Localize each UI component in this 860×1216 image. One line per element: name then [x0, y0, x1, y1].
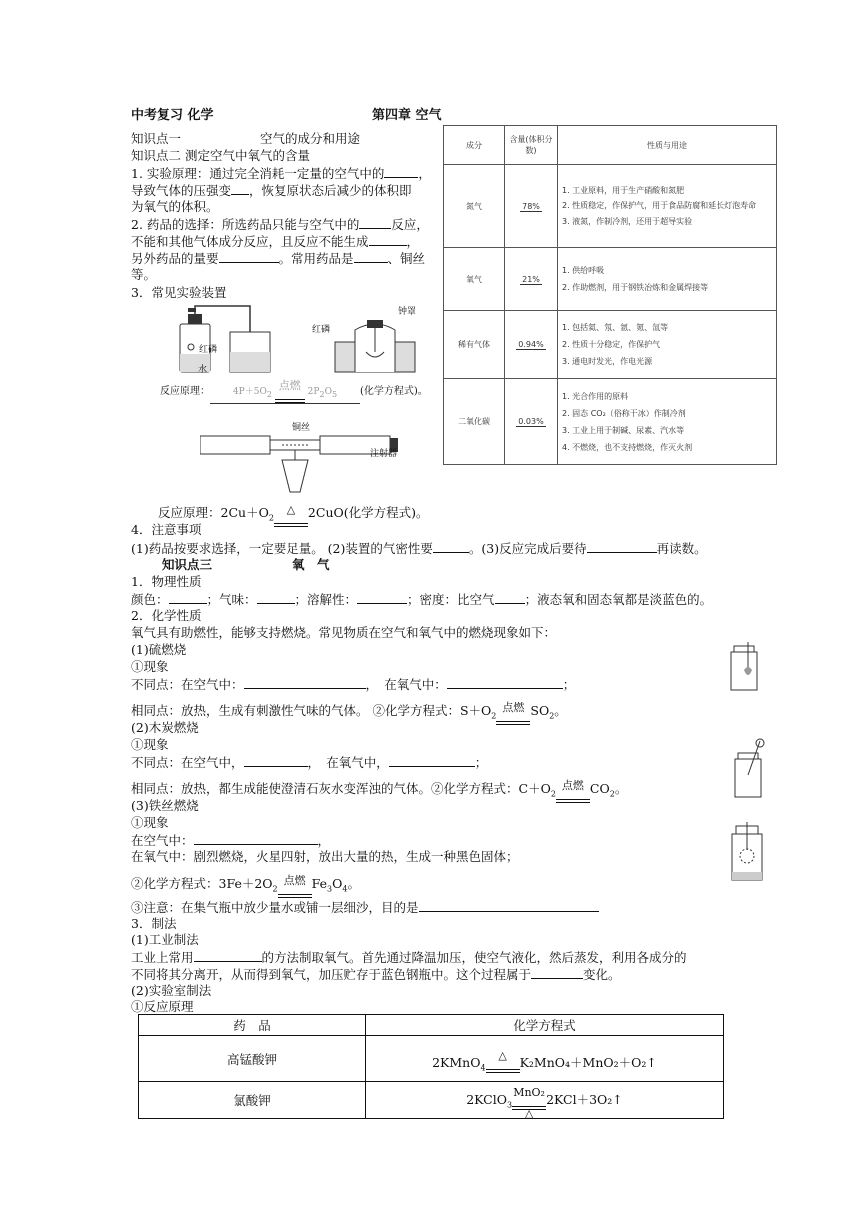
iron-bottle-icon — [728, 820, 768, 882]
reaction1-line: 反应原理： $4P+5O_2$ 点燃 $2P_2O_5$ (化学方程式)。 — [160, 384, 428, 404]
blank[interactable] — [587, 540, 657, 553]
lab-principle: ①反应原理 — [131, 999, 194, 1014]
k2-p1-line2: 导致气体的压强变 ，恢复原状态后减少的体积即 — [131, 183, 412, 198]
lab-title: (2)实验室制法 — [131, 983, 212, 998]
use-item: 1. 工业原料，用于生产硝酸和氮肥 — [562, 186, 685, 195]
k3-title: 知识点三 — [162, 557, 213, 572]
label-copper-wire: 铜丝 — [292, 423, 311, 433]
gas-pct: 78% — [522, 201, 540, 211]
k3-s1: 1．物理性质 — [131, 574, 202, 589]
sulfur-bottle-icon — [728, 640, 762, 692]
doc-subject: 中考复习 化学 — [131, 108, 214, 123]
charcoal-bottle-icon — [730, 735, 770, 799]
k2-p4-line: (1)药品按要求选择，一定要足量。 (2)装置的气密性要 。(3)反应完成后要待 再读数。 — [131, 541, 707, 556]
gas-name: 氮气 — [444, 165, 505, 248]
k2-p1-line3: 为氧气的体积。 — [131, 199, 219, 214]
industrial-line1: 工业上常用 的方法制取氧气。首先通过降温加压，使空气液化，然后蒸发，利用各成分的 — [131, 950, 687, 965]
gas-name: 氧气 — [444, 248, 505, 311]
blank[interactable] — [389, 754, 475, 767]
k2-p3: 3．常见实验装置 — [131, 285, 227, 300]
blank[interactable] — [244, 754, 308, 767]
sulfur-diff: 不同点：在空气中： ， 在氧气中： ； — [131, 677, 576, 692]
use-item: 1. 供给呼吸 — [562, 266, 605, 275]
use-item: 4. 不燃烧，也不支持燃烧，作灭火剂 — [562, 442, 693, 452]
table-row — [444, 311, 777, 379]
sulfur-same: 相同点：放热，生成有刺激性气味的气体。 ②化学方程式：$S+O_2$ 点燃 $SO_2$。 — [131, 703, 567, 725]
col-header: 药 品 — [139, 1015, 366, 1036]
carbon-diff: 不同点：在空气中， ， 在氧气中， ； — [131, 755, 488, 770]
carbon-phen: ①现象 — [131, 737, 169, 752]
blank[interactable] — [433, 540, 469, 553]
sulfur-title: (1)硫燃烧 — [131, 642, 187, 657]
k1-label: 知识点一 — [131, 131, 182, 146]
use-item: 3. 液氮，作制冷剂，还用于超导实验 — [562, 217, 693, 226]
air-composition-table — [443, 125, 777, 465]
label-water: 水 — [198, 365, 208, 375]
k2-p1-line1: 1. 实验原理：通过完全消耗一定量的空气中的 ， — [131, 166, 431, 181]
blank[interactable] — [359, 216, 391, 229]
use-item: 2. 性质稳定，作保护气，用于食品防腐和延长灯泡寿命 — [562, 201, 757, 210]
chapter-title: 第四章 空气 — [372, 108, 442, 123]
industrial-line2: 不同将其分离开，从而得到氧气，加压贮存于蓝色钢瓶中。这个过程属于 变化。 — [131, 967, 621, 982]
industrial-title: (1)工业制法 — [131, 932, 199, 947]
iron-phen: ①现象 — [131, 815, 169, 830]
col-header: 含量(体积分数) — [505, 126, 558, 165]
use-item: 2. 固态 CO₂（俗称干冰）作制冷剂 — [562, 408, 686, 418]
use-item: 3. 工业上用于制碱、尿素、汽水等 — [562, 425, 685, 435]
label-red-phosphorus: 红磷 — [199, 345, 218, 355]
iron-note: ③注意：在集气瓶中放少量水或铺一层细沙，目的是 — [131, 899, 599, 916]
blank[interactable] — [531, 966, 583, 979]
table-row: 氯酸钾 2KClO$_3$ MnO₂ △ 2KCl＋3O₂↑ — [139, 1082, 724, 1119]
table-header-row — [444, 126, 777, 165]
use-item: 2. 性质十分稳定，作保护气 — [562, 340, 661, 349]
blank[interactable] — [257, 591, 295, 604]
k1-title: 空气的成分和用途 — [260, 131, 361, 146]
gas-name: 稀有气体 — [444, 311, 505, 379]
label-bell-jar: 钟罩 — [398, 307, 417, 317]
carbon-title: (2)木炭燃烧 — [131, 720, 199, 735]
iron-air: 在空气中： ， — [131, 833, 331, 848]
col-header: 化学方程式 — [366, 1015, 724, 1036]
table-row — [444, 379, 777, 465]
k3-s2: 2．化学性质 — [131, 608, 202, 623]
table-row — [444, 165, 777, 248]
reagent-name: 氯酸钾 — [139, 1082, 366, 1119]
blank[interactable] — [194, 949, 262, 962]
blank[interactable] — [244, 676, 366, 689]
gas-pct: 21% — [522, 274, 540, 284]
col-header: 成分 — [444, 126, 505, 165]
iron-o2: 在氧气中：剧烈燃烧，火星四射，放出大量的热，生成一种黑色固体； — [131, 849, 519, 864]
blank[interactable] — [194, 832, 318, 845]
use-item: 2. 作助燃剂，用于钢铁冶炼和金属焊接等 — [562, 283, 709, 292]
col-header: 性质与用途 — [558, 126, 777, 165]
carbon-same: 相同点：放热，都生成能使澄清石灰水变浑浊的气体。②化学方程式：$C+O_2$ 点燃 $CO_2$。 — [131, 781, 627, 803]
blank[interactable] — [447, 676, 563, 689]
chem-intro: 氧气具有助燃性，能够支持燃烧。常见物质在空气和氧气中的燃烧现象如下： — [131, 625, 557, 640]
blank[interactable] — [384, 165, 418, 178]
lab-method-table — [138, 1014, 724, 1119]
sulfur-phen: ①现象 — [131, 659, 169, 674]
k3-s3: 3．制法 — [131, 916, 177, 931]
k3-title2: 氧 气 — [292, 557, 330, 572]
blank[interactable] — [231, 182, 249, 195]
gas-pct: 0.94% — [518, 340, 544, 349]
reaction2-line: 反应原理：$2Cu+O_2$ △ 2CuO(化学方程式)。 — [158, 505, 429, 527]
table-row — [444, 248, 777, 311]
blank[interactable] — [419, 899, 599, 912]
k2-p2-line1: 2. 药品的选择：所选药品只能与空气中的 反应， — [131, 217, 429, 232]
use-item: 3. 通电时发光，作电光源 — [562, 357, 653, 366]
use-item: 1. 光合作用的原料 — [562, 391, 629, 401]
reagent-name: 高锰酸钾 — [139, 1036, 366, 1082]
phys-props-line: 颜色： ；气味： ；溶解性： ；密度：比空气 ；液态氧和固态氧都是淡蓝色的。 — [131, 592, 713, 607]
blank[interactable] — [495, 591, 525, 604]
table-row: 高锰酸钾 2KMnO$_4$ △ K₂MnO₄＋MnO₂＋O₂↑ — [139, 1036, 724, 1082]
blank[interactable] — [169, 591, 207, 604]
gas-pct: 0.03% — [518, 417, 544, 426]
blank[interactable] — [357, 591, 407, 604]
blank[interactable] — [354, 250, 388, 263]
label-syringe: 注射器 — [370, 449, 398, 459]
k2-p2-line2: 不能和其他气体成分反应，且反应不能生成 ， — [131, 234, 420, 249]
iron-title: (3)铁丝燃烧 — [131, 798, 199, 813]
blank[interactable] — [369, 233, 407, 246]
gas-name: 二氧化碳 — [444, 379, 505, 465]
label-red-phosphorus-2: 红磷 — [312, 325, 331, 335]
iron-eq: ②化学方程式：$3Fe+2O_2$ 点燃 $Fe_3O_4$。 — [131, 876, 360, 898]
k2-p4: 4．注意事项 — [131, 522, 202, 537]
k2-p2-line4: 等。 — [131, 267, 157, 282]
blank[interactable] — [219, 250, 279, 263]
k2-title: 知识点二 测定空气中氧气的含量 — [131, 148, 310, 163]
k2-p2-line3: 另外药品的量要 。常用药品是 、铜丝 — [131, 251, 426, 266]
use-item: 1. 包括氦、氖、氩、氪、氙等 — [562, 323, 669, 332]
